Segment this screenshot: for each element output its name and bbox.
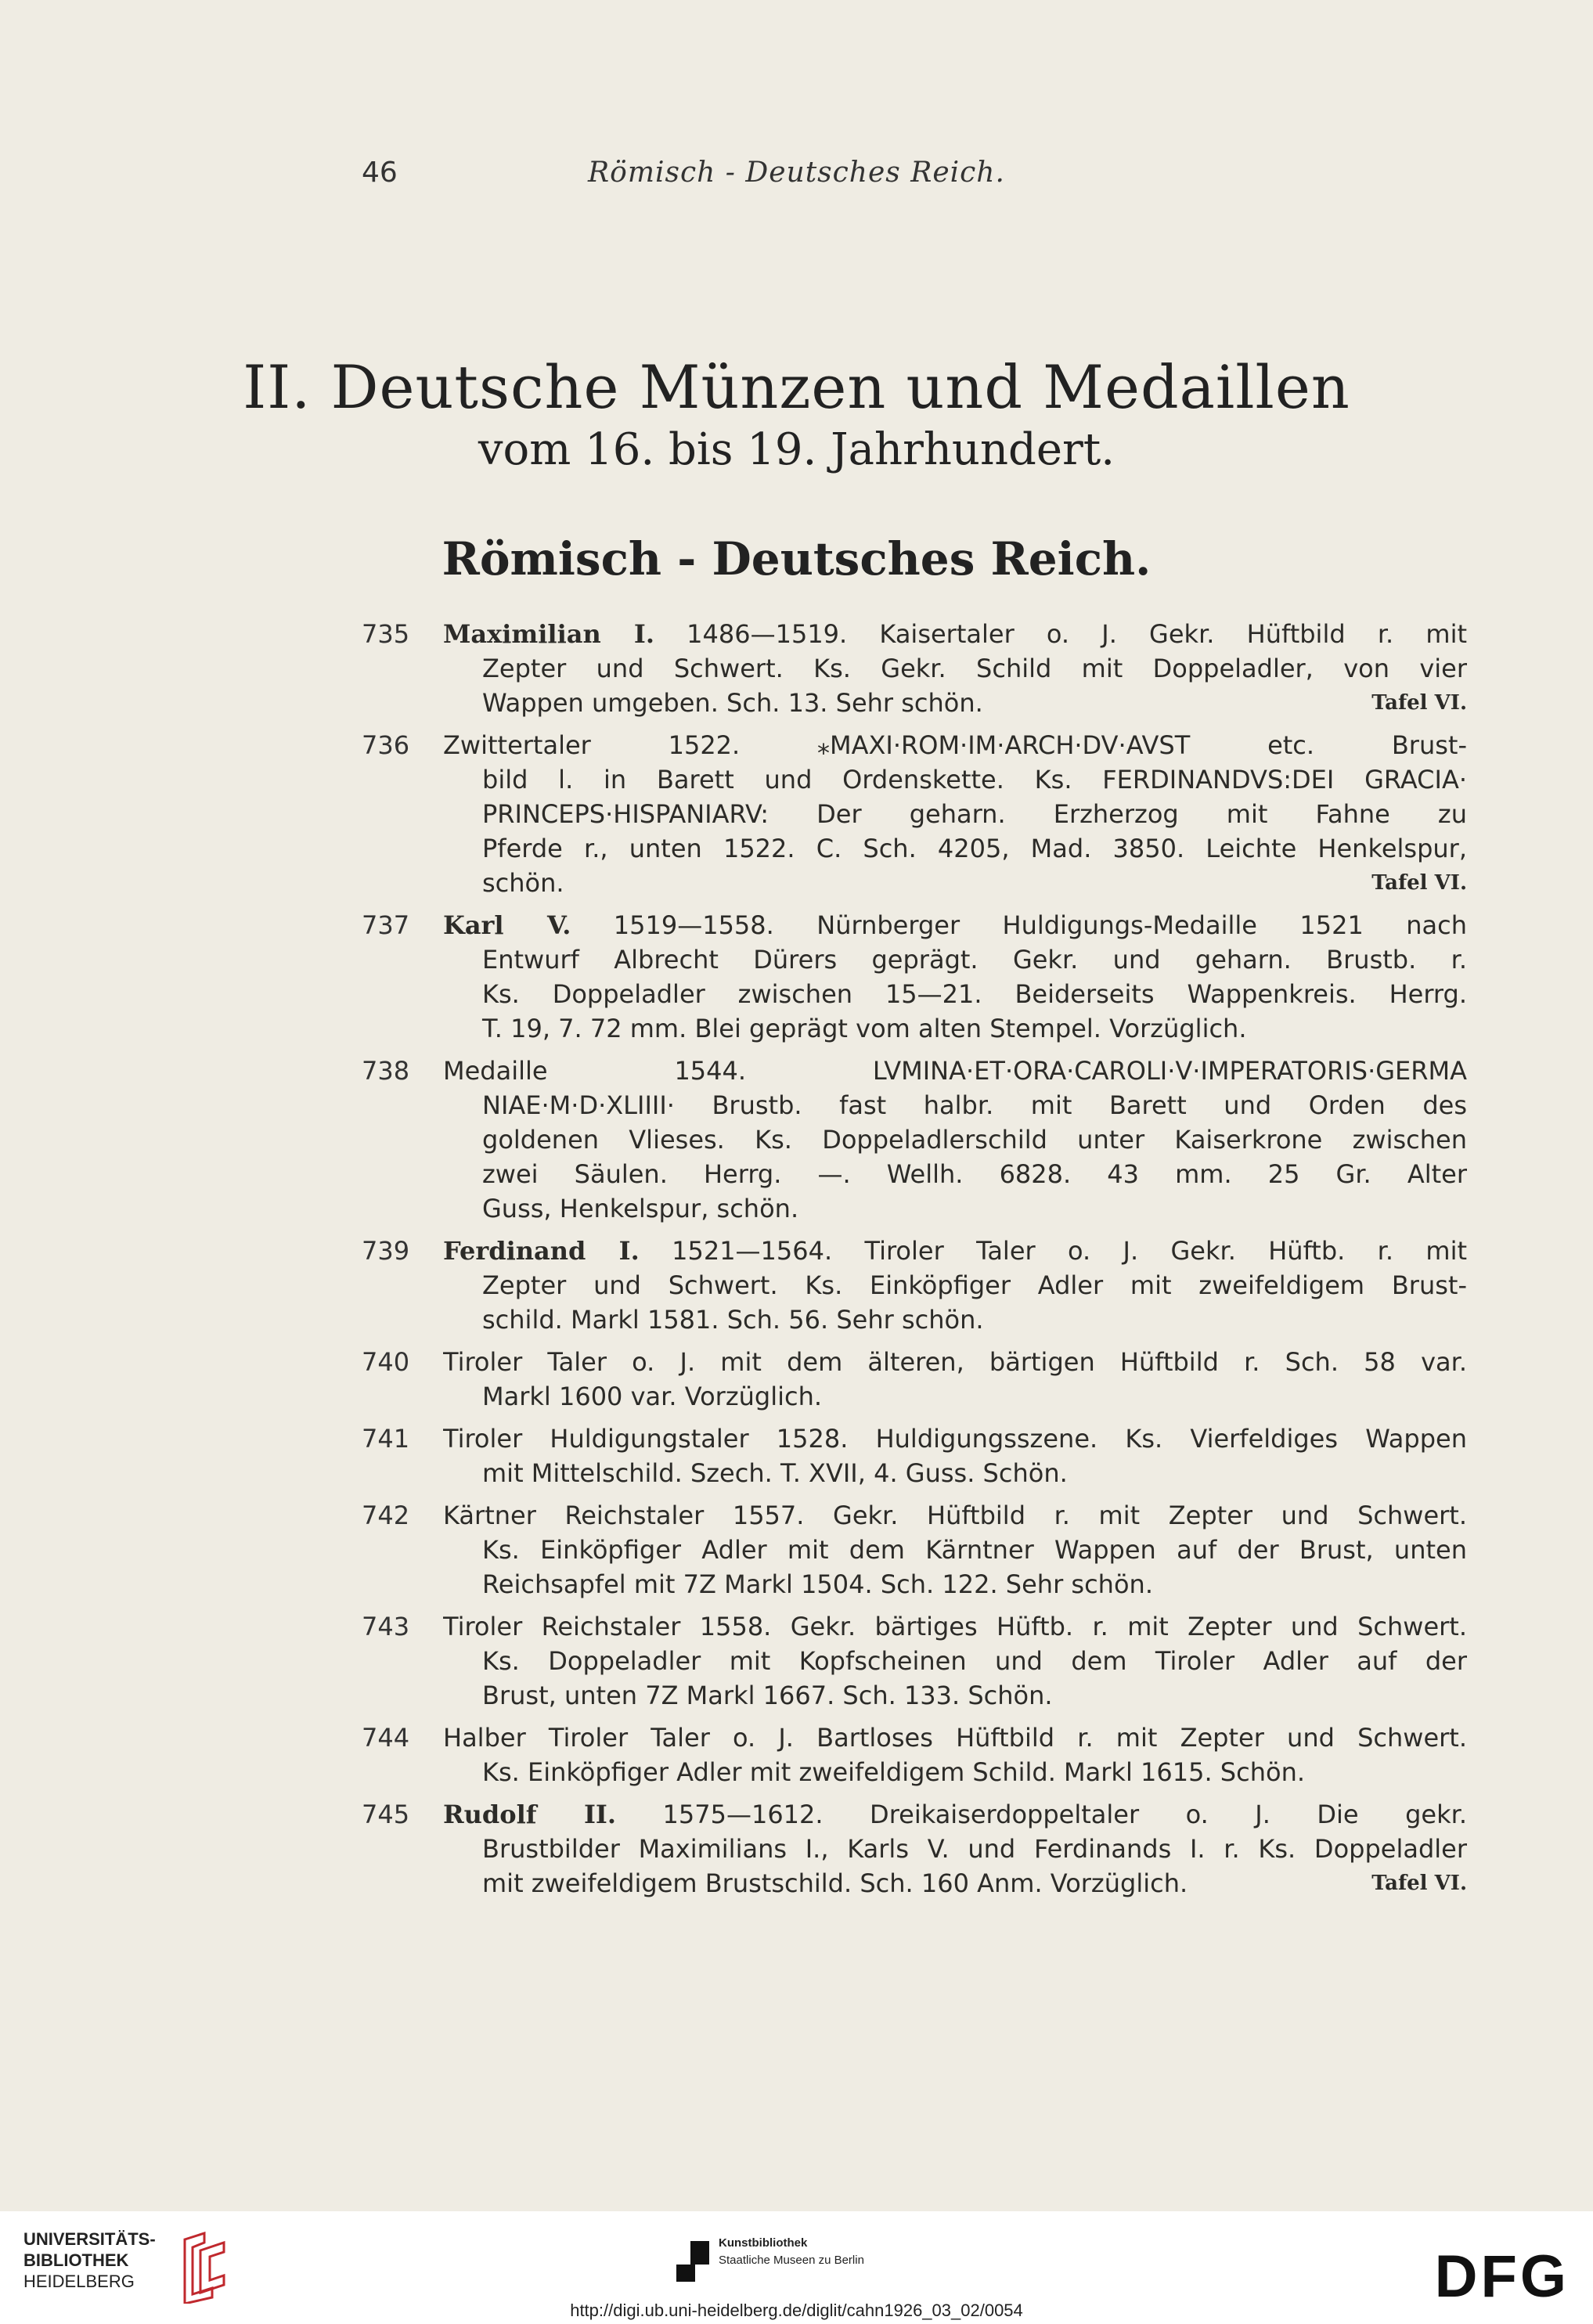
kunstbibliothek-logo[interactable]: [676, 2233, 927, 2288]
entry-text: Pferde r., unten 1522. C. Sch. 4205, Mad. 3850. Leichte Henkelspur,: [482, 834, 1467, 863]
entry-line: [443, 1268, 1467, 1303]
entry-text: Wappen umgeben. Sch. 13. Sehr schön.: [482, 688, 983, 718]
entry-body: [443, 1720, 1467, 1789]
permalink-url[interactable]: http://digi.ub.uni-heidelberg.de/diglit/cahn1926_03_02/0054: [570, 2301, 1023, 2320]
entry-text: Zepter und Schwert. Ks. Einköpfiger Adler mit zweifeldigem Brust-: [482, 1270, 1467, 1300]
ruler-name: Ferdinand I.: [443, 1236, 640, 1266]
entry-text: Tiroler Reichstaler 1558. Gekr. bärtiges Hüftb. r. mit Zepter und Schwert.: [443, 1612, 1467, 1641]
entry-line: [443, 1088, 1467, 1122]
entry-line: [443, 1533, 1467, 1567]
viewer-footer: [0, 2211, 1593, 2324]
catalog-entry: [362, 1797, 1467, 1901]
entry-line: [443, 728, 1467, 762]
entry-body: [443, 728, 1467, 900]
ub-line-2: BIBLIOTHEK: [23, 2250, 129, 2270]
ub-line-3: HEIDELBERG: [23, 2272, 135, 2291]
entry-text: Ks. Einköpfiger Adler mit dem Kärntner Wappen auf der Brust, unten: [482, 1535, 1467, 1565]
entry-number: 741: [362, 1424, 410, 1454]
entry-text: Kärtner Reichstaler 1557. Gekr. Hüftbild r. mit Zepter und Schwert.: [443, 1501, 1467, 1530]
entry-text: Ks. Doppeladler mit Kopfscheinen und dem Tiroler Adler auf der: [482, 1646, 1467, 1676]
entry-text: Ks. Doppeladler zwischen 15—21. Beiderseits Wappenkreis. Herrg.: [482, 979, 1467, 1009]
entry-line: [443, 942, 1467, 977]
entry-text: schön.: [482, 868, 564, 898]
entry-number: 743: [362, 1612, 410, 1641]
entry-text: Zwittertaler 1522. ⁎MAXI·ROM·IM·ARCH·DV·AVST etc. Brust-: [443, 730, 1467, 760]
entry-text: Reichsapfel mit 7Z Markl 1504. Sch. 122. Sehr schön.: [482, 1569, 1153, 1599]
entry-line: [443, 1720, 1467, 1755]
entry-line: [443, 651, 1467, 686]
running-title: Römisch - Deutsches Reich.: [588, 157, 1005, 189]
ruler-name: Maximilian I.: [443, 619, 654, 649]
entry-text: T. 19, 7. 72 mm. Blei geprägt vom alten Stempel. Vorzüglich.: [482, 1014, 1247, 1043]
entry-line: [443, 1567, 1467, 1602]
catalog-entry: [362, 1609, 1467, 1713]
entry-number: 738: [362, 1056, 410, 1086]
entry-number: 735: [362, 619, 410, 649]
entry-line: [443, 1379, 1467, 1414]
entry-number: 740: [362, 1347, 410, 1377]
entry-text: Markl 1600 var. Vorzüglich.: [482, 1382, 823, 1411]
entry-number: 739: [362, 1236, 410, 1266]
entry-line: [443, 977, 1467, 1011]
entry-text: Tiroler Huldigungstaler 1528. Huldigungsszene. Ks. Vierfeldiges Wappen: [443, 1424, 1467, 1454]
ub-line-1: UNIVERSITÄTS-: [23, 2229, 156, 2249]
entry-body: [443, 1345, 1467, 1414]
entry-text: Brust, unten 7Z Markl 1667. Sch. 133. Schön.: [482, 1681, 1053, 1710]
ub-heidelberg-logo[interactable]: [23, 2229, 227, 2307]
entry-text: mit Mittelschild. Szech. T. XVII, 4. Guss. Schön.: [482, 1458, 1068, 1488]
catalog-entry: [362, 728, 1467, 900]
entry-text: 1575—1612. Dreikaiserdoppeltaler o. J. Die gekr.: [616, 1800, 1467, 1829]
entry-body: [443, 1609, 1467, 1713]
entry-number: 742: [362, 1501, 410, 1530]
chapter-title: II. Deutsche Münzen und Medaillen: [243, 352, 1350, 422]
entry-text: Medaille 1544. LVMINA·ET·ORA·CAROLI·V·IMPERATORIS·GERMA: [443, 1056, 1467, 1086]
entry-line: [443, 1797, 1467, 1832]
entry-line: [443, 1054, 1467, 1088]
plate-reference: Tafel VI.: [1371, 1872, 1467, 1895]
entry-body: [443, 1054, 1467, 1226]
ruler-name: Rudolf II.: [443, 1800, 617, 1829]
entry-line: [443, 1122, 1467, 1157]
entry-number: 744: [362, 1723, 410, 1753]
entry-text: NIAE·M·D·XLIIII· Brustb. fast halbr. mit Barett und Orden des: [482, 1090, 1467, 1120]
entry-text: Tiroler Taler o. J. mit dem älteren, bärtigen Hüftbild r. Sch. 58 var.: [443, 1347, 1467, 1377]
entry-body: [443, 1234, 1467, 1337]
entry-line: [443, 908, 1467, 942]
entry-text: Halber Tiroler Taler o. J. Bartloses Hüftbild r. mit Zepter und Schwert.: [443, 1723, 1467, 1753]
catalog-entry: [362, 1498, 1467, 1602]
entry-text: Entwurf Albrecht Dürers geprägt. Gekr. und geharn. Brustb. r.: [482, 945, 1467, 975]
entry-body: [443, 1797, 1467, 1901]
entry-line: [443, 1498, 1467, 1533]
entry-text: zwei Säulen. Herrg. —. Wellh. 6828. 43 mm. 25 Gr. Alter: [482, 1159, 1467, 1189]
entry-line: [443, 1456, 1467, 1490]
entry-line: [443, 617, 1467, 651]
entry-text: 1519—1558. Nürnberger Huldigungs-Medaille 1521 nach: [571, 910, 1467, 940]
entry-number: 737: [362, 910, 410, 940]
kunstbibliothek-text: [719, 2235, 864, 2269]
kb-line-2: Staatliche Museen zu Berlin: [719, 2254, 864, 2267]
entry-text: Ks. Einköpfiger Adler mit zweifeldigem Schild. Markl 1615. Schön.: [482, 1757, 1306, 1787]
chapter-subtitle: vom 16. bis 19. Jahrhundert.: [478, 424, 1115, 475]
catalog-entry: [362, 1234, 1467, 1337]
catalog-entry: [362, 1421, 1467, 1490]
entry-line: [443, 1644, 1467, 1678]
entry-body: [443, 908, 1467, 1046]
running-header: [0, 157, 1593, 196]
entry-line: [443, 1609, 1467, 1644]
entry-line: [443, 1755, 1467, 1789]
entry-body: [443, 1421, 1467, 1490]
entry-line: [443, 1303, 1467, 1337]
entry-line: [443, 1832, 1467, 1866]
entry-line: [443, 1234, 1467, 1268]
entry-line: [443, 1421, 1467, 1456]
entry-line: [443, 1157, 1467, 1191]
entry-line: [443, 797, 1467, 831]
entry-line: [443, 866, 1467, 900]
catalog-entry: [362, 1720, 1467, 1789]
entry-body: [443, 617, 1467, 720]
entry-text: bild l. in Barett und Ordenskette. Ks. FERDINANDVS:DEI GRACIA·: [482, 765, 1467, 794]
page-number: 46: [362, 157, 398, 189]
catalog-entries: [362, 617, 1467, 1908]
entry-line: [443, 686, 1467, 720]
entry-line: [443, 831, 1467, 866]
entry-line: [443, 1191, 1467, 1226]
entry-line: [443, 1345, 1467, 1379]
ub-logo-text: [23, 2229, 156, 2292]
entry-text: schild. Markl 1581. Sch. 56. Sehr schön.: [482, 1305, 984, 1335]
entry-line: [443, 762, 1467, 797]
entry-text: 1486—1519. Kaisertaler o. J. Gekr. Hüftbild r. mit: [654, 619, 1467, 649]
catalog-entry: [362, 1054, 1467, 1226]
entry-text: Zepter und Schwert. Ks. Gekr. Schild mit Doppeladler, von vier: [482, 654, 1467, 683]
entry-line: [443, 1678, 1467, 1713]
section-title: Römisch - Deutsches Reich.: [441, 532, 1152, 586]
entry-text: 1521—1564. Tiroler Taler o. J. Gekr. Hüftb. r. mit: [639, 1236, 1467, 1266]
entry-text: Brustbilder Maximilians I., Karls V. und Ferdinands I. r. Ks. Doppeladler: [482, 1834, 1467, 1864]
dfg-logo[interactable]: DFG: [1434, 2243, 1570, 2310]
entry-line: [443, 1866, 1467, 1901]
entry-text: goldenen Vlieses. Ks. Doppeladlerschild unter Kaiserkrone zwischen: [482, 1125, 1467, 1155]
catalog-entry: [362, 617, 1467, 720]
entry-number: 736: [362, 730, 410, 760]
entry-text: Guss, Henkelspur, schön.: [482, 1194, 799, 1223]
catalog-entry: [362, 1345, 1467, 1414]
entry-text: mit zweifeldigem Brustschild. Sch. 160 Anm. Vorzüglich.: [482, 1868, 1188, 1898]
plate-reference: Tafel VI.: [1371, 691, 1467, 715]
catalog-entry: [362, 908, 1467, 1046]
kunstbibliothek-icon: [676, 2241, 709, 2282]
ub-mark-icon: [169, 2232, 232, 2304]
plate-reference: Tafel VI.: [1371, 871, 1467, 895]
entry-body: [443, 1498, 1467, 1602]
entry-text: PRINCEPS·HISPANIARV: Der geharn. Erzherzog mit Fahne zu: [482, 799, 1467, 829]
entry-number: 745: [362, 1800, 410, 1829]
entry-line: [443, 1011, 1467, 1046]
kb-line-1: Kunstbibliothek: [719, 2236, 808, 2250]
ruler-name: Karl V.: [443, 910, 571, 940]
